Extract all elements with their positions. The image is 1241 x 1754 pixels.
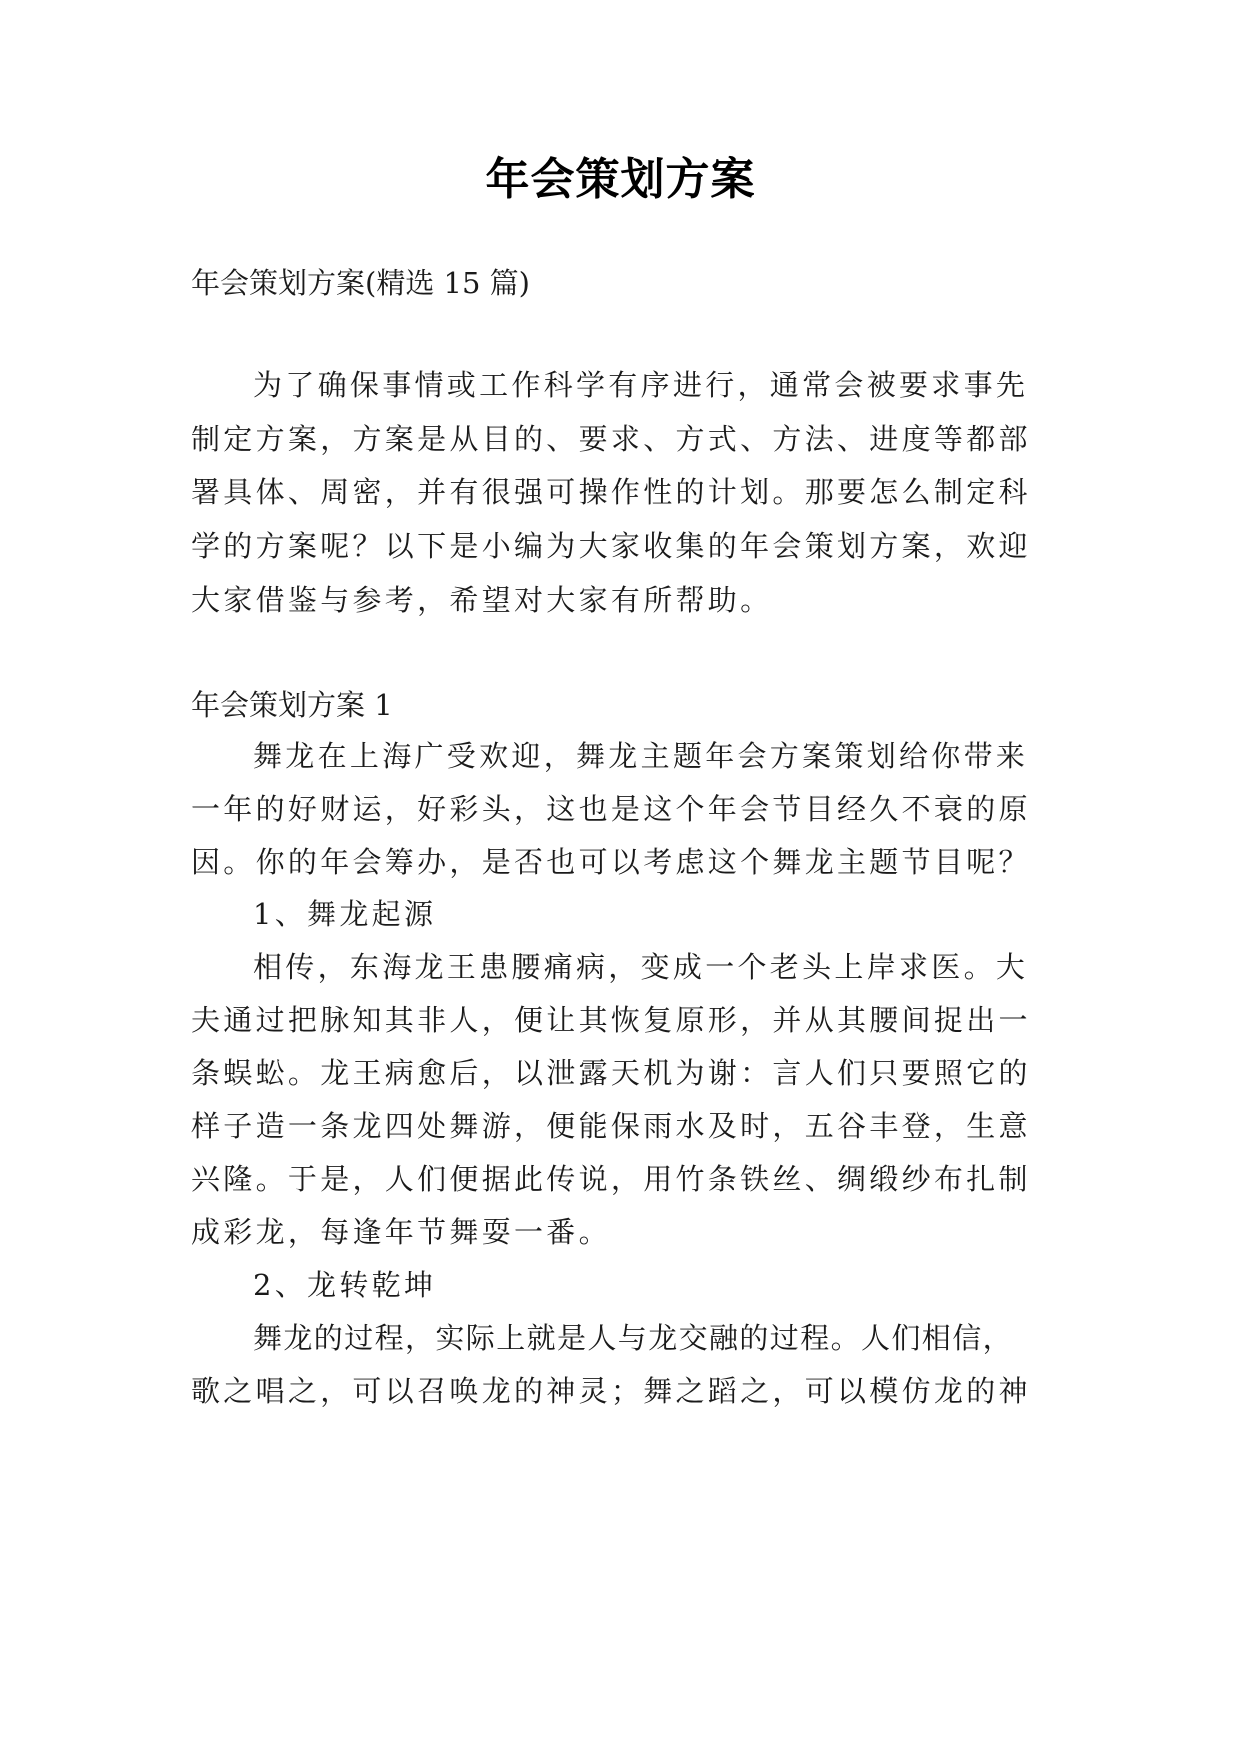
subsection-heading: 1、舞龙起源	[253, 897, 437, 931]
paragraph-line: 因。你的年会筹办，是否也可以考虑这个舞龙主题节目呢？	[191, 845, 1031, 879]
paragraph-line: 舞龙的过程，实际上就是人与龙交融的过程。人们相信，	[253, 1321, 1014, 1355]
paragraph-line: 相传，东海龙王患腰痛病，变成一个老头上岸求医。大	[253, 950, 1029, 984]
paragraph-line: 歌之唱之，可以召唤龙的神灵；舞之蹈之，可以模仿龙的神	[191, 1374, 1031, 1408]
intro-line: 署具体、周密，并有很强可操作性的计划。那要怎么制定科	[191, 475, 1031, 509]
paragraph-line: 夫通过把脉知其非人，便让其恢复原形，并从其腰间捉出一	[191, 1003, 1031, 1037]
section-heading: 年会策划方案 1	[191, 688, 393, 722]
paragraph-line: 成彩龙，每逢年节舞耍一番。	[191, 1215, 611, 1249]
paragraph-line: 舞龙在上海广受欢迎，舞龙主题年会方案策划给你带来	[253, 739, 1029, 773]
page-title: 年会策划方案	[485, 154, 756, 205]
paragraph-line: 一年的好财运，好彩头，这也是这个年会节目经久不衰的原	[191, 792, 1031, 826]
intro-line: 大家借鉴与参考，希望对大家有所帮助。	[191, 583, 773, 617]
paragraph-line: 样子造一条龙四处舞游，便能保雨水及时，五谷丰登，生意	[191, 1109, 1031, 1143]
intro-line: 学的方案呢？以下是小编为大家收集的年会策划方案，欢迎	[191, 529, 1031, 563]
document-subtitle: 年会策划方案(精选 15 篇)	[191, 266, 530, 300]
intro-line: 为了确保事情或工作科学有序进行，通常会被要求事先	[253, 368, 1029, 402]
paragraph-line: 兴隆。于是，人们便据此传说，用竹条铁丝、绸缎纱布扎制	[191, 1162, 1031, 1196]
intro-line: 制定方案，方案是从目的、要求、方式、方法、进度等都部	[191, 422, 1031, 456]
paragraph-line: 条蜈蚣。龙王病愈后，以泄露天机为谢：言人们只要照它的	[191, 1056, 1031, 1090]
subsection-heading: 2、龙转乾坤	[253, 1268, 437, 1302]
